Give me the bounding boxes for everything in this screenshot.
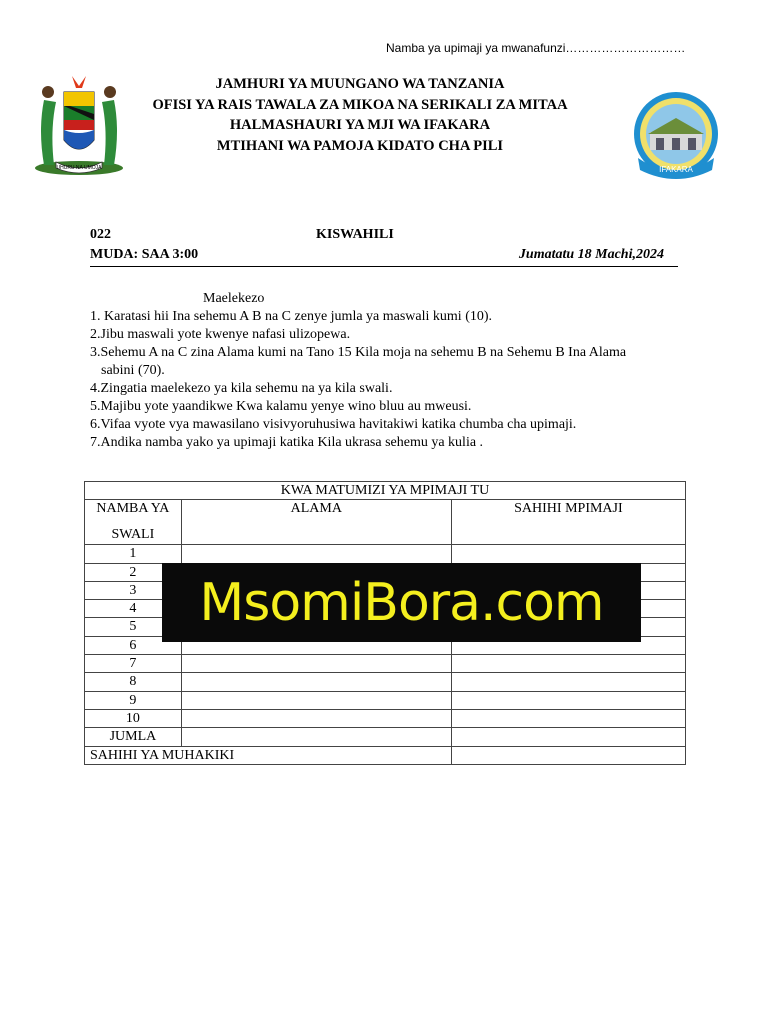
signature-cell[interactable] <box>451 709 685 727</box>
header-line-4: MTIHANI WA PAMOJA KIDATO CHA PILI <box>216 137 504 154</box>
table-row <box>85 673 686 691</box>
total-label: JUMLA <box>85 728 182 746</box>
signature-cell[interactable] <box>451 545 685 563</box>
total-signature-cell[interactable] <box>451 728 685 746</box>
marks-cell[interactable] <box>181 545 451 563</box>
table-row <box>85 709 686 727</box>
emblem-motto: UHURU NA UMOJA <box>56 165 102 171</box>
instruction-item-continuation: sabini (70). <box>101 363 165 378</box>
header-line-1: JAMHURI YA MUUNGANO WA TANZANIA <box>215 76 505 92</box>
col-header-question-line2: SWALI <box>111 527 155 543</box>
table-row <box>85 545 686 563</box>
verifier-signature-label: SAHIHI YA MUHAKIKI <box>85 746 452 764</box>
instruction-item: 2.Jibu maswali yote kwenye nafasi ulizopewa. <box>90 327 351 342</box>
header-line-2: OFISI YA RAIS TAWALA ZA MIKOA NA SERIKALI ZA MITAA <box>152 96 568 113</box>
signature-cell[interactable] <box>451 655 685 673</box>
question-number: 6 <box>85 636 182 654</box>
table-row <box>85 655 686 673</box>
question-number: 4 <box>85 600 182 618</box>
signature-cell[interactable] <box>451 691 685 709</box>
table-title: KWA MATUMIZI YA MPIMAJI TU <box>85 482 686 500</box>
table-row-verifier <box>85 746 686 764</box>
instruction-item: 7.Andika namba yako ya upimaji katika Kila ukrasa sehemu ya kulia . <box>90 435 484 450</box>
document-header <box>130 74 590 156</box>
exam-duration: MUDA: SAA 3:00 <box>90 247 199 262</box>
exam-code: 022 <box>90 227 111 242</box>
exam-date: Jumatatu 18 Machi,2024 <box>518 247 664 262</box>
question-number: 8 <box>85 673 182 691</box>
col-header-marks: ALAMA <box>181 500 451 545</box>
col-header-question-line1: NAMBA YA <box>96 501 170 517</box>
exam-meta-row-2 <box>90 247 678 267</box>
verifier-signature-cell[interactable] <box>451 746 685 764</box>
marks-cell[interactable] <box>181 673 451 691</box>
instruction-item: 6.Vifaa vyote vya mawasilano visivyoruhusiwa havitakiwi katika chumba cha upimaji. <box>90 417 577 432</box>
question-number: 7 <box>85 655 182 673</box>
marks-cell[interactable] <box>181 655 451 673</box>
instruction-item: 3.Sehemu A na C zina Alama kumi na Tano 15 Kila moja na sehemu B na Sehemu B Ina Alama <box>90 345 627 360</box>
student-number-label: Namba ya upimaji ya mwanafunzi………………………… <box>386 41 686 55</box>
instruction-item: 1. Karatasi hii Ina sehemu A B na C zenye jumla ya maswali kumi (10). <box>90 309 493 324</box>
table-row <box>85 691 686 709</box>
question-number: 2 <box>85 563 182 581</box>
instruction-item: 4.Zingatia maelekezo ya kila sehemu na ya kila swali. <box>90 381 393 396</box>
watermark-banner <box>162 563 641 642</box>
question-number: 1 <box>85 545 182 563</box>
tanzania-coat-of-arms-icon <box>26 70 132 180</box>
table-row-total <box>85 728 686 746</box>
total-marks-cell[interactable] <box>181 728 451 746</box>
watermark-text: MsomiBora.com <box>199 572 604 633</box>
logo-ribbon-text: IFAKARA <box>659 165 693 174</box>
marks-cell[interactable] <box>181 709 451 727</box>
instruction-item: 5.Majibu yote yaandikwe Kwa kalamu yenye wino bluu au mweusi. <box>90 399 472 414</box>
exam-meta-row-1 <box>90 227 678 245</box>
question-number: 10 <box>85 709 182 727</box>
instructions-heading: Maelekezo <box>203 291 265 306</box>
question-number: 9 <box>85 691 182 709</box>
question-number: 3 <box>85 581 182 599</box>
col-header-question-number <box>85 500 182 545</box>
instructions <box>90 290 690 452</box>
col-header-examiner-signature: SAHIHI MPIMAJI <box>451 500 685 545</box>
question-number: 5 <box>85 618 182 636</box>
signature-cell[interactable] <box>451 673 685 691</box>
marks-cell[interactable] <box>181 691 451 709</box>
header-line-3: HALMASHAURI YA MJI WA IFAKARA <box>229 117 491 133</box>
ifakara-town-council-logo-icon <box>628 88 724 184</box>
exam-subject: KISWAHILI <box>316 227 394 242</box>
